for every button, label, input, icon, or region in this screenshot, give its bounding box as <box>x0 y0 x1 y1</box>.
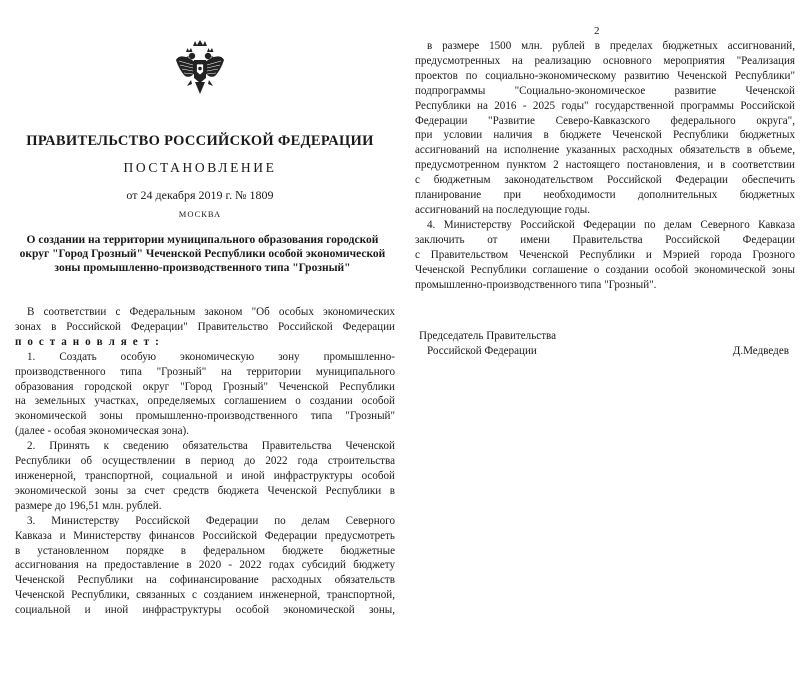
subject-line: округ "Город Грозный" Чеченской Республики особой экономической <box>19 248 386 260</box>
text-line: образования городской округ "Город Грозный" Чеченской Республики <box>15 380 395 393</box>
subject-line: зоны промышленно-производственного типа "Грозный" <box>54 262 351 274</box>
text-line: промышленно-производственного типа "Грозный". <box>415 278 657 291</box>
page-number: 2 <box>594 25 600 37</box>
text-line: предусмотренных на реализацию основного мероприятия "Реализация <box>415 54 795 67</box>
issuing-city: МОСКВА <box>178 209 222 219</box>
text-line: с бюджетным законодательством Российской Федерации обеспечить <box>415 174 795 187</box>
text-line: в установленном порядке в федеральном бюджете бюджетные <box>15 544 395 557</box>
decree-body-continued <box>415 39 795 292</box>
text-line: проектов по социально-экономическому развитию Чеченской Республики" <box>415 69 795 82</box>
text-line: при условии наличия в бюджете Чеченской Республики бюджетных <box>415 129 795 142</box>
text-line: В соответствии с Федеральным законом "Об особых экономических <box>27 306 395 318</box>
text-line: инженерной, транспортной, социальной и иной инфраструктуры особой <box>15 469 395 482</box>
text-line: 3. Министерству Российской Федерации по делам Северного <box>27 514 395 527</box>
text-line: 2. Принять к сведению обязательства Правительства Чеченской <box>27 440 395 453</box>
signatory-name: Д.Медведев <box>732 345 789 357</box>
text-line: ассигнования на предоставление в 2020 - 2022 годах субсидий бюджету <box>15 559 395 572</box>
postanovlyaet: п о с т а н о в л я е т : <box>15 335 161 348</box>
decree-body <box>15 305 395 618</box>
decree-date-number: от 24 декабря 2019 г. № 1809 <box>126 188 274 202</box>
text-line: 4. Министерству Российской Федерации по делам Северного Кавказа <box>427 218 795 231</box>
text-line: Чеченской Республики на софинансирование расходных обязательств <box>15 574 395 587</box>
text-line: Федерации "Развитие Северо-Кавказского федерального округа", <box>415 114 795 127</box>
text-line: Чеченской Республики, связанных с созданием инженерной, транспортной, <box>15 589 395 602</box>
page-two <box>405 0 800 673</box>
text-line: ассигнований на исполнение указанных расходных обязательств в объеме, <box>415 144 795 157</box>
text-line: размере до 196,51 млн. рублей. <box>15 499 162 512</box>
subject-line: О создании на территории муниципального образования городской <box>26 234 379 246</box>
text-line: заключить от имени Правительства Российской Федерации <box>415 233 795 246</box>
government-title: ПРАВИТЕЛЬСТВО РОССИЙСКОЙ ФЕДЕРАЦИИ <box>26 133 374 149</box>
text-line: Республики об осуществлении в период до 2022 года строительства <box>15 455 395 468</box>
decree-subject <box>15 233 390 275</box>
text-line: подпрограммы "Социально-экономическое развитие Чеченской <box>415 84 795 97</box>
text-line: на земельных участках, определяемых соглашением о создании особой <box>15 395 395 408</box>
document-type: ПОСТАНОВЛЕНИЕ <box>123 160 277 175</box>
text-line: экономической зоны за счет средств бюджета Чеченской Республики в <box>15 484 395 497</box>
text-line: производственного типа "Грозный" на территории муниципального <box>15 365 395 378</box>
text-line: зонах в Российской Федерации" Правительство Российской Федерации <box>15 320 395 333</box>
text-line: социальной и иной инфраструктуры особой экономической зоны, <box>15 604 395 617</box>
text-line: с Правительством Чеченской Республики и Мэрией города Грозного <box>415 248 795 261</box>
text-line: экономической зоны промышленно-производственного типа "Грозный" <box>15 410 395 423</box>
text-line: предусмотренном пунктом 2 настоящего постановления, и в соответствии <box>415 159 795 172</box>
text-line: Кавказа и Министерству финансов Российской Федерации предусмотреть <box>15 529 395 542</box>
text-line: ассигнований на последующие годы. <box>415 203 591 216</box>
text-line: Республики на 2016 - 2025 годы" государственной программы Российской <box>415 99 795 112</box>
text-line: в размере 1500 млн. рублей в пределах бюджетных ассигнований, <box>427 40 795 52</box>
state-emblem-icon <box>175 38 225 96</box>
text-line: (далее - особая экономическая зона). <box>15 425 190 438</box>
signatory-title: Председатель Правительства <box>419 330 557 342</box>
signatory-title: Российской Федерации <box>427 345 537 357</box>
text-line: 1. Создать особую экономическую зону промышленно- <box>27 350 395 363</box>
text-line: Чеченской Республики соглашение о создании особой экономической зоны <box>415 263 795 276</box>
text-line: планирование при необходимости дополнительных бюджетных <box>415 189 795 202</box>
